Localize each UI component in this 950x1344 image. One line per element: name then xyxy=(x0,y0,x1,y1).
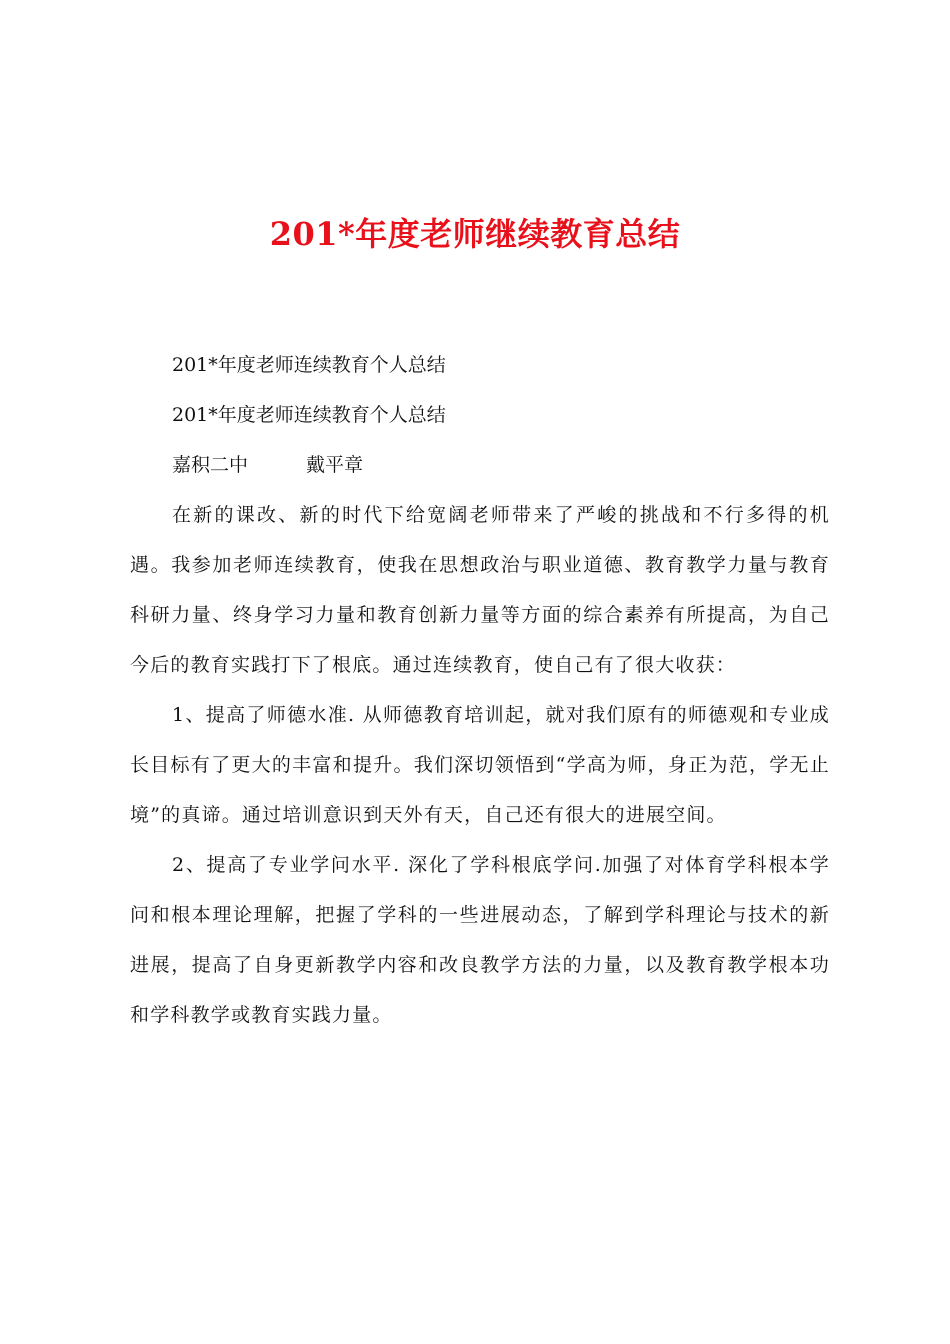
author-line xyxy=(130,440,830,490)
document-body xyxy=(130,340,830,1040)
paragraph-intro: 在新的课改、新的时代下给宽阔老师带来了严峻的挑战和不行多得的机遇。我参加老师连续教育，使我在思想政治与职业道德、教育教学力量与教育科研力量、终身学习力量和教育创新力量等方面的综合素养有所提高，为自己今后的教育实践打下了根底。通过连续教育，使自己有了很大收获： xyxy=(130,504,830,676)
author-name: 戴平章 xyxy=(306,454,364,476)
author-school: 嘉积二中 xyxy=(172,454,249,476)
subtitle-line-2: 201*年度老师连续教育个人总结 xyxy=(172,404,446,426)
paragraph-point-1: 1、提高了师德水准. 从师德教育培训起，就对我们原有的师德观和专业成长目标有了更大的丰富和提升。我们深切领悟到“学高为师，身正为范，学无止境”的真谛。通过培训意识到天外有天，自己还有很大的进展空间。 xyxy=(130,704,830,826)
document-title: 201*年度老师继续教育总结 xyxy=(269,215,681,253)
paragraph-point-2: 2、提高了专业学问水平. 深化了学科根底学问.加强了对体育学科根本学问和根本理论理解，把握了学科的一些进展动态，了解到学科理论与技术的新进展，提高了自身更新教学内容和改良教学方法的力量，以及教育教学根本功和学科教学或教育实践力量。 xyxy=(130,854,830,1026)
subtitle-line-1: 201*年度老师连续教育个人总结 xyxy=(172,354,446,376)
